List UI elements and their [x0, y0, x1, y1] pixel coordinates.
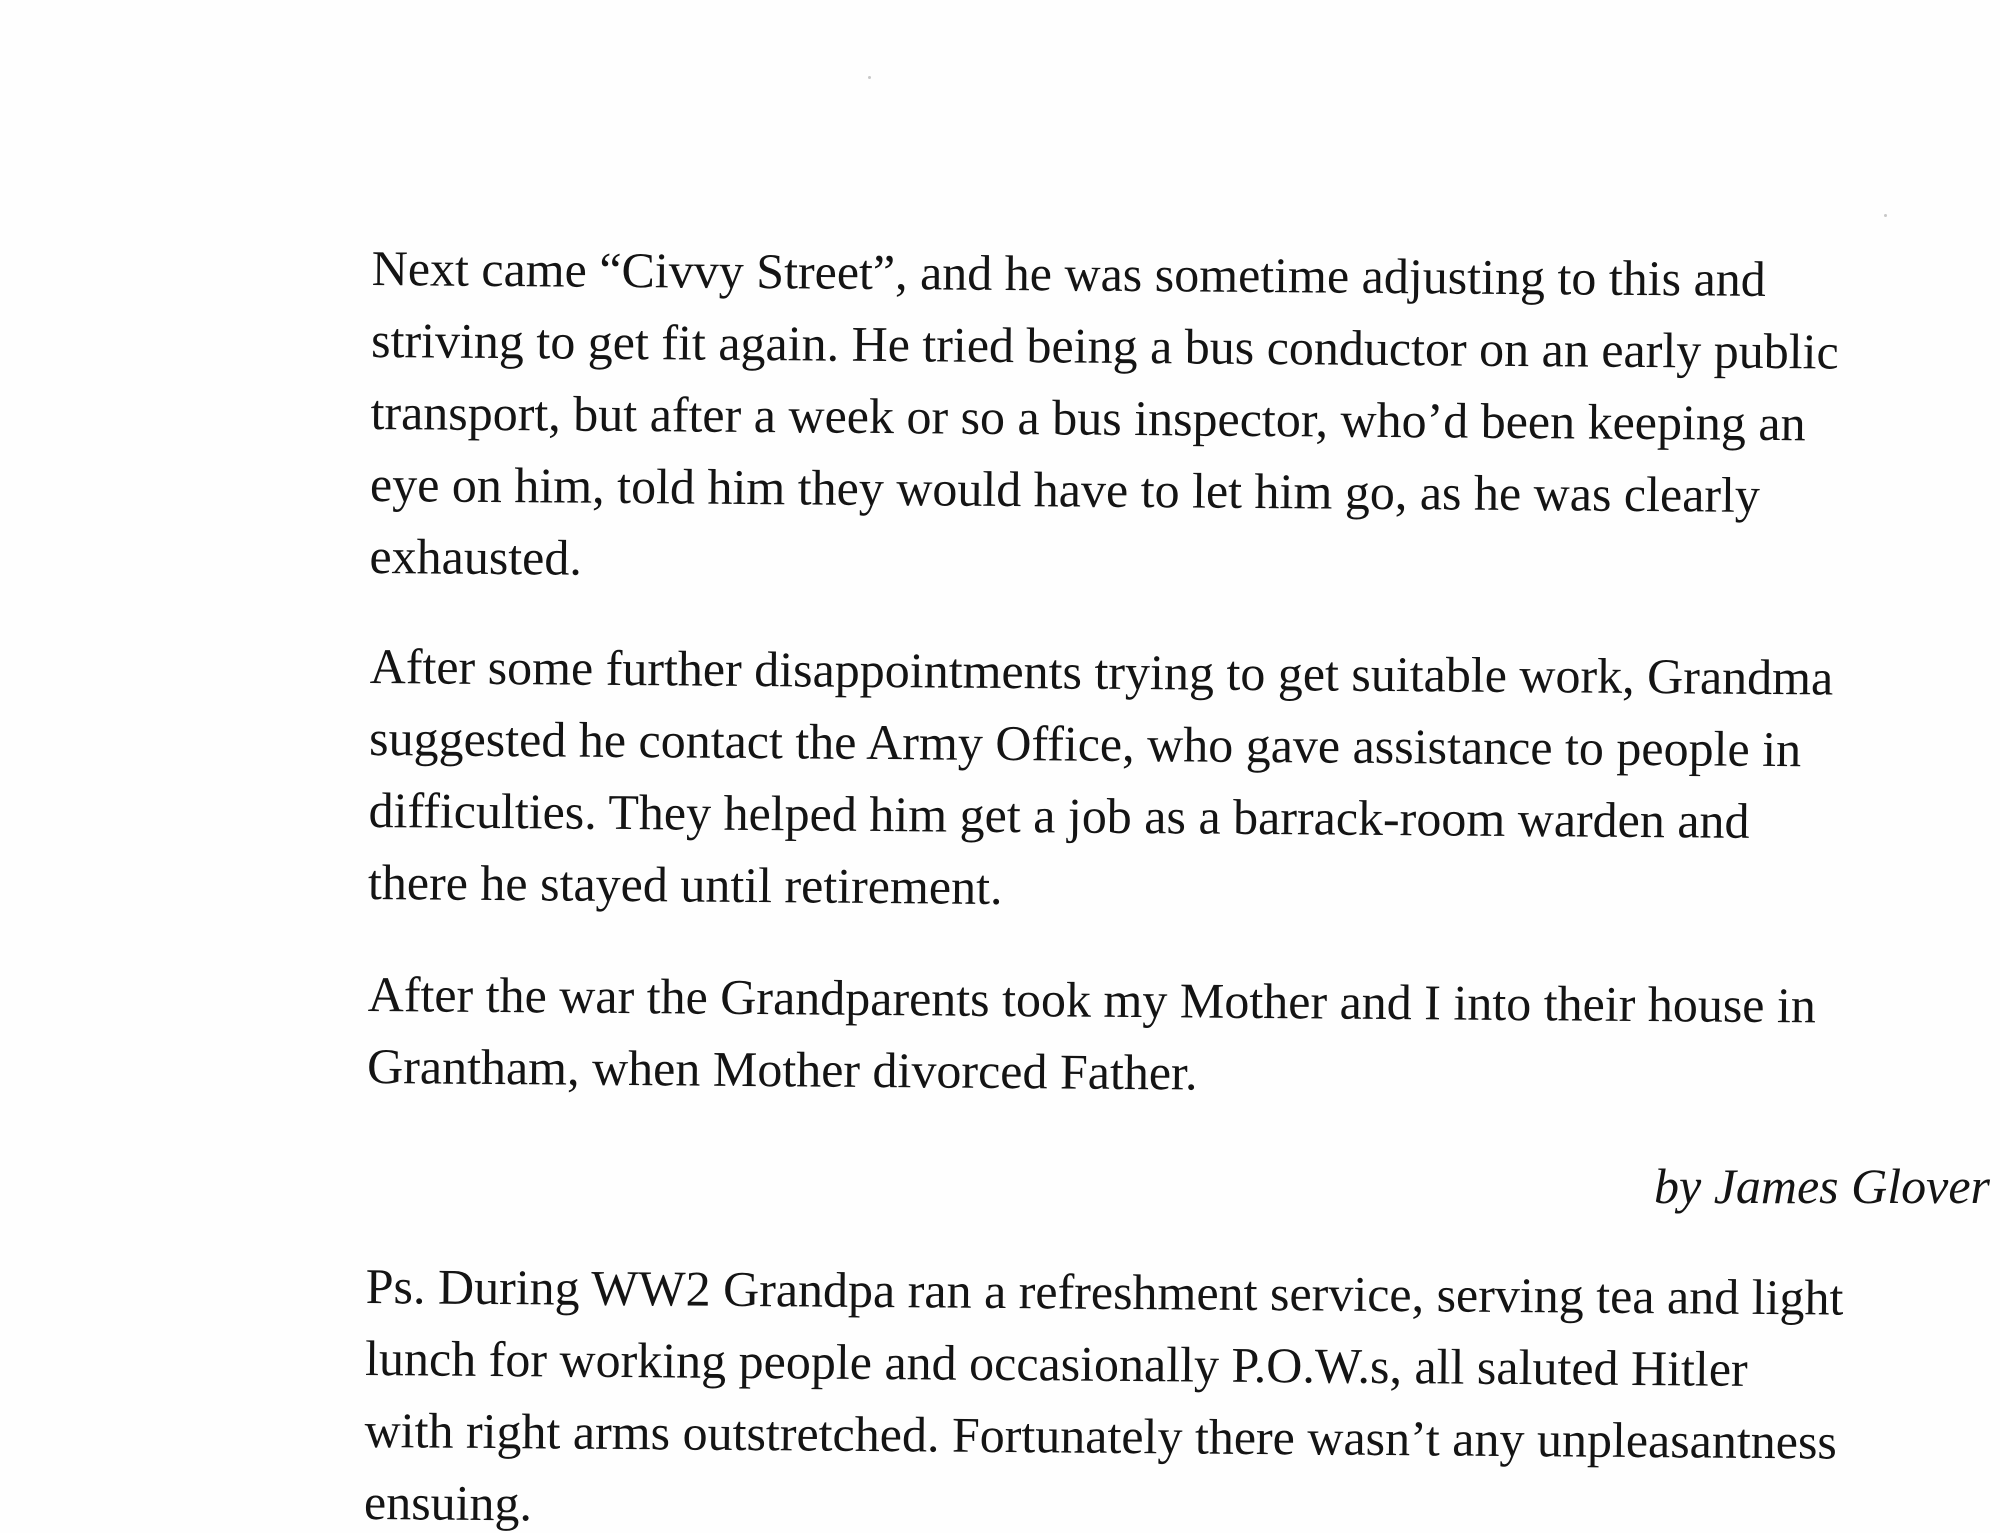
paragraph-line: there he stayed until retirement.	[367, 853, 1003, 915]
postscript-line: with right arms outstretched. Fortunately there wasn’t any unpleasantness	[364, 1401, 1838, 1470]
scan-speck	[868, 76, 871, 79]
paragraph-3	[367, 958, 1988, 1115]
postscript	[364, 1250, 1986, 1533]
paragraph-line: exhausted.	[369, 527, 583, 586]
postscript-line: ensuing.	[363, 1473, 533, 1532]
paragraph-line: eye on him, told him they would have to let him go, as he was clearly	[369, 455, 1761, 523]
paragraph-line: After the war the Grandparents took my Mother and I into their house in	[367, 965, 1817, 1034]
paragraph-2	[368, 630, 1990, 931]
postscript-line: lunch for working people and occasionally P.O.W.s, all saluted Hitler	[364, 1329, 1748, 1397]
paragraph-line: suggested he contact the Army Office, who gave assistance to people in	[368, 709, 1802, 778]
paragraph-1	[369, 232, 1992, 605]
paragraph-line: After some further disappointments trying to get suitable work, Grandma	[369, 637, 1834, 706]
paragraph-line: Next came “Civvy Street”, and he was sometime adjusting to this and	[371, 239, 1767, 307]
paragraph-line: Grantham, when Mother divorced Father.	[366, 1037, 1198, 1101]
scan-speck	[1884, 214, 1887, 217]
paragraph-line: striving to get fit again. He tried being a bus conductor on an early public	[370, 311, 1839, 380]
author-signature: by James Glover	[1654, 1158, 1990, 1214]
postscript-line: Ps. During WW2 Grandpa ran a refreshment service, serving tea and light	[365, 1257, 1844, 1326]
paragraph-line: difficulties. They helped him get a job as a barrack-room warden and	[368, 781, 1750, 849]
paragraph-line: transport, but after a week or so a bus inspector, who’d been keeping an	[370, 383, 1806, 452]
